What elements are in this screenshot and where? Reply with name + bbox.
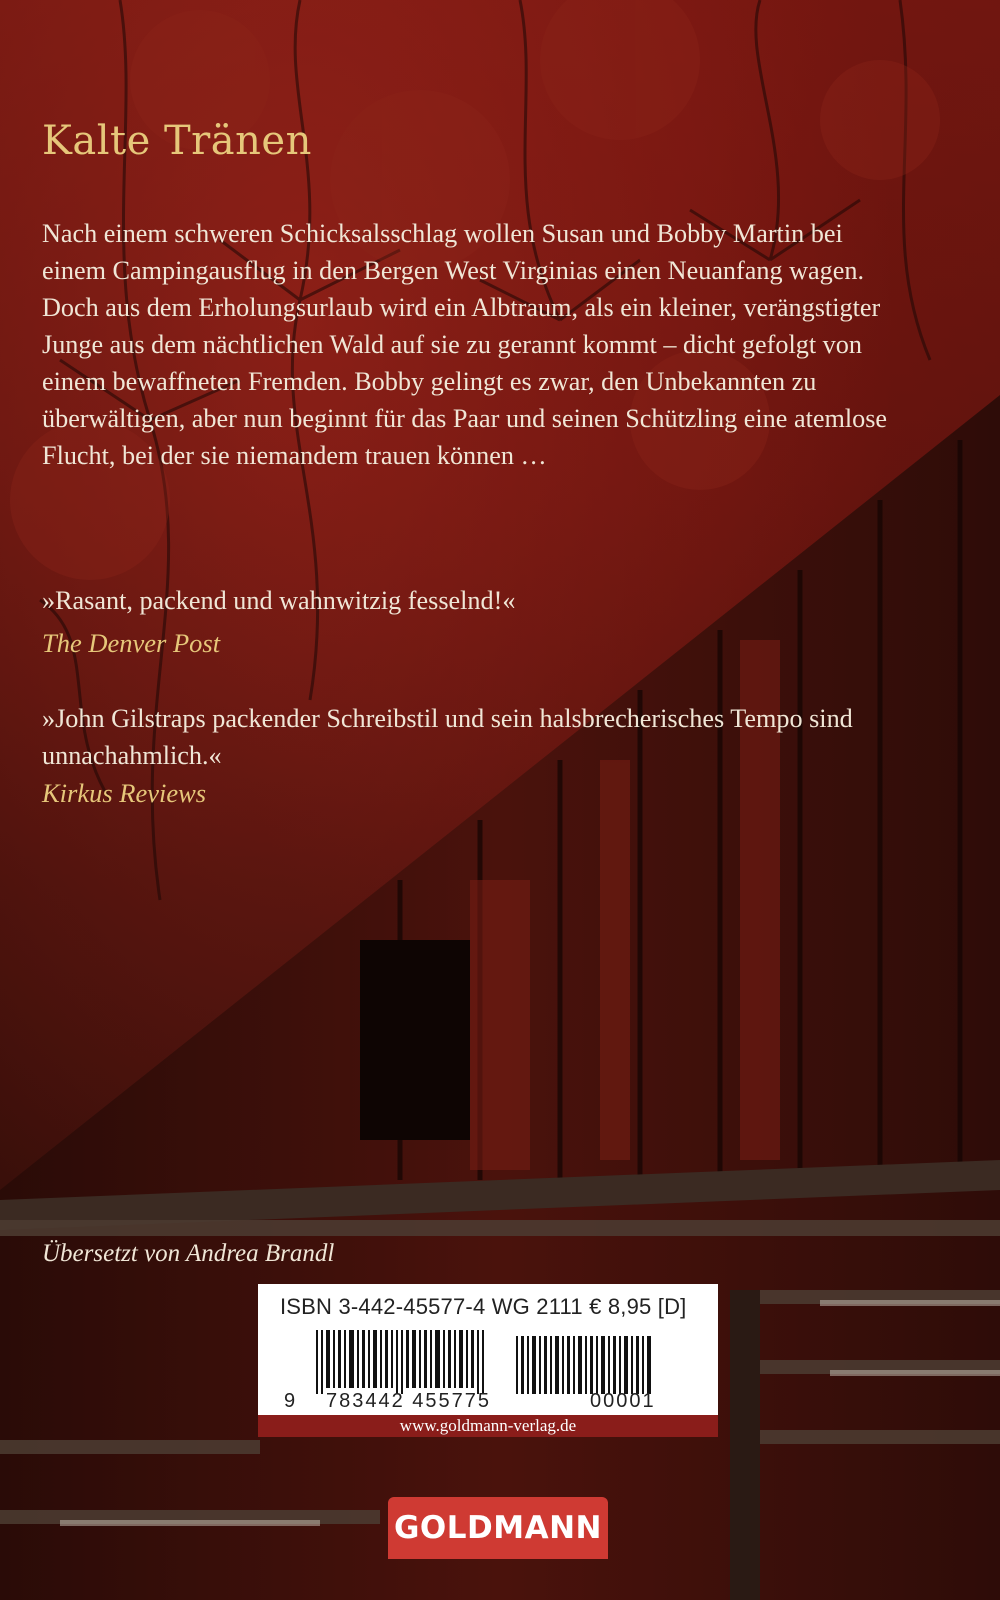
ean-prefix-digit: 9 (284, 1390, 296, 1412)
publisher-name: GOLDMANN (393, 1510, 602, 1546)
review-source-1: The Denver Post (42, 628, 221, 658)
ean-addon-number: 00001 (590, 1390, 656, 1412)
book-title: Kalte Tränen (42, 118, 312, 164)
isbn-barcode-sticker (258, 1284, 718, 1435)
publisher-logo (388, 1497, 608, 1559)
review-quote-1: »Rasant, packend und wahnwitzig fesselnd!« (42, 586, 516, 615)
ean-number: 783442 455775 (326, 1390, 492, 1412)
translator-credit: Übersetzt von Andrea Brandl (42, 1240, 335, 1267)
review-source-2: Kirkus Reviews (42, 778, 207, 808)
publisher-website: www.goldmann-verlag.de (258, 1415, 718, 1437)
isbn-price-line: ISBN 3-442-45577-4 WG 2111 € 8,95 [D] (280, 1294, 687, 1319)
review-quote-2: »John Gilstraps packender Schreibstil und sein halsbrecherisches Tempo sind unnachahmlich.« (42, 704, 853, 770)
book-blurb: Nach einem schweren Schicksalsschlag wollen Susan und Bobby Martin bei einem Campingausflug in den Bergen West Virginias einen Neuanfang wagen. Doch aus dem Erholungsurlaub wird ein Albtraum, als ein kleiner, verängstigter Junge aus dem nächtlichen Wald auf sie zu gerannt kommt – dicht gefolgt von einem bewaffneten Fremden. Bobby gelingt es zwar, den Unbekannten zu überwältigen, aber nun beginnt für das Paar und seinen Schützling eine atemlose Flucht, bei der sie niemandem trauen können … (42, 219, 888, 470)
barcode-icon (316, 1330, 656, 1394)
